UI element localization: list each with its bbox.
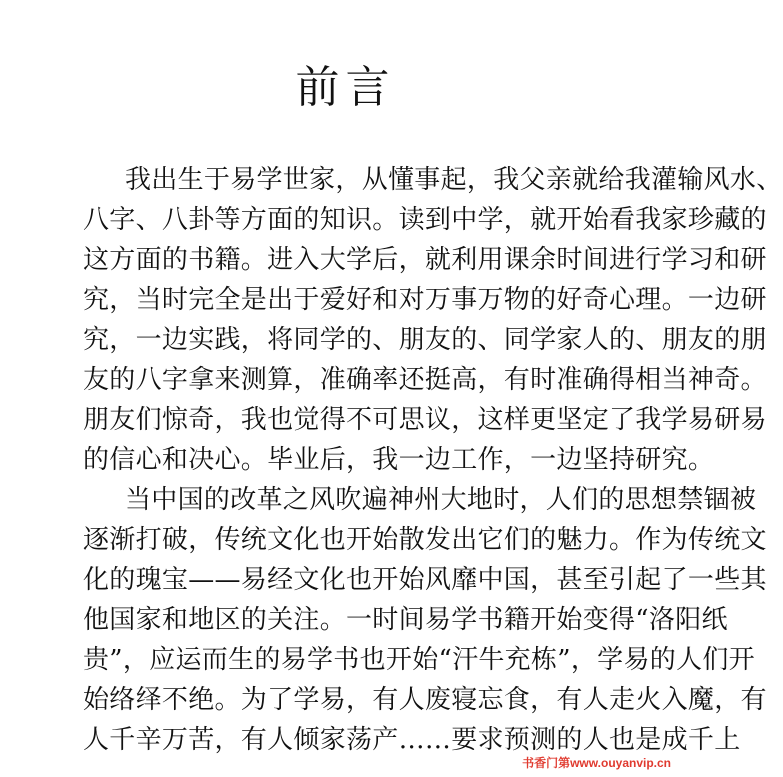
paragraph-line: 的信心和决心。毕业后，我一边工作，一边坚持研究。: [83, 445, 715, 475]
paragraph-line: 究，当时完全是出于爱好和对万事万物的好奇心理。一边研: [83, 285, 767, 315]
paragraph-line: 当中国的改革之风吹遍神州大地时，人们的思想禁锢被: [125, 485, 757, 515]
paragraph-line: 朋友们惊奇，我也觉得不可思议，这样更坚定了我学易研易: [83, 405, 767, 435]
paragraph-line: 我出生于易学世家，从懂事起，我父亲就给我灌输风水、: [125, 165, 783, 195]
preface-body: [83, 160, 783, 760]
paragraph-line: 究，一边实践，将同学的、朋友的、同学家人的、朋友的朋: [83, 325, 767, 355]
page-title: 前言: [295, 62, 396, 113]
paragraph-line: 逐渐打破，传统文化也开始散发出它们的魅力。作为传统文: [83, 525, 767, 555]
paragraph-line: 人千辛万苦，有人倾家荡产……要求预测的人也是成千上: [83, 725, 741, 755]
paragraph-line: 这方面的书籍。进入大学后，就利用课余时间进行学习和研: [83, 245, 767, 275]
paragraph-line: 化的瑰宝——易经文化也开始风靡中国，甚至引起了一些其: [83, 565, 767, 595]
paragraph-line: 贵”，应运而生的易学书也开始“汗牛充栋”，学易的人们开: [83, 645, 755, 675]
paragraph-line: 友的八字拿来测算，准确率还挺高，有时准确得相当神奇。: [83, 365, 767, 395]
paragraph-line: 始络绎不绝。为了学易，有人废寝忘食，有人走火入魔，有: [83, 685, 767, 715]
paragraph-line: 他国家和地区的关注。一时间易学书籍开始变得“洛阳纸: [83, 605, 728, 635]
watermark-text: 书香门第www.ouyanvip.cn: [522, 756, 671, 770]
paragraph-line: 八字、八卦等方面的知识。读到中学，就开始看我家珍藏的: [83, 205, 767, 235]
